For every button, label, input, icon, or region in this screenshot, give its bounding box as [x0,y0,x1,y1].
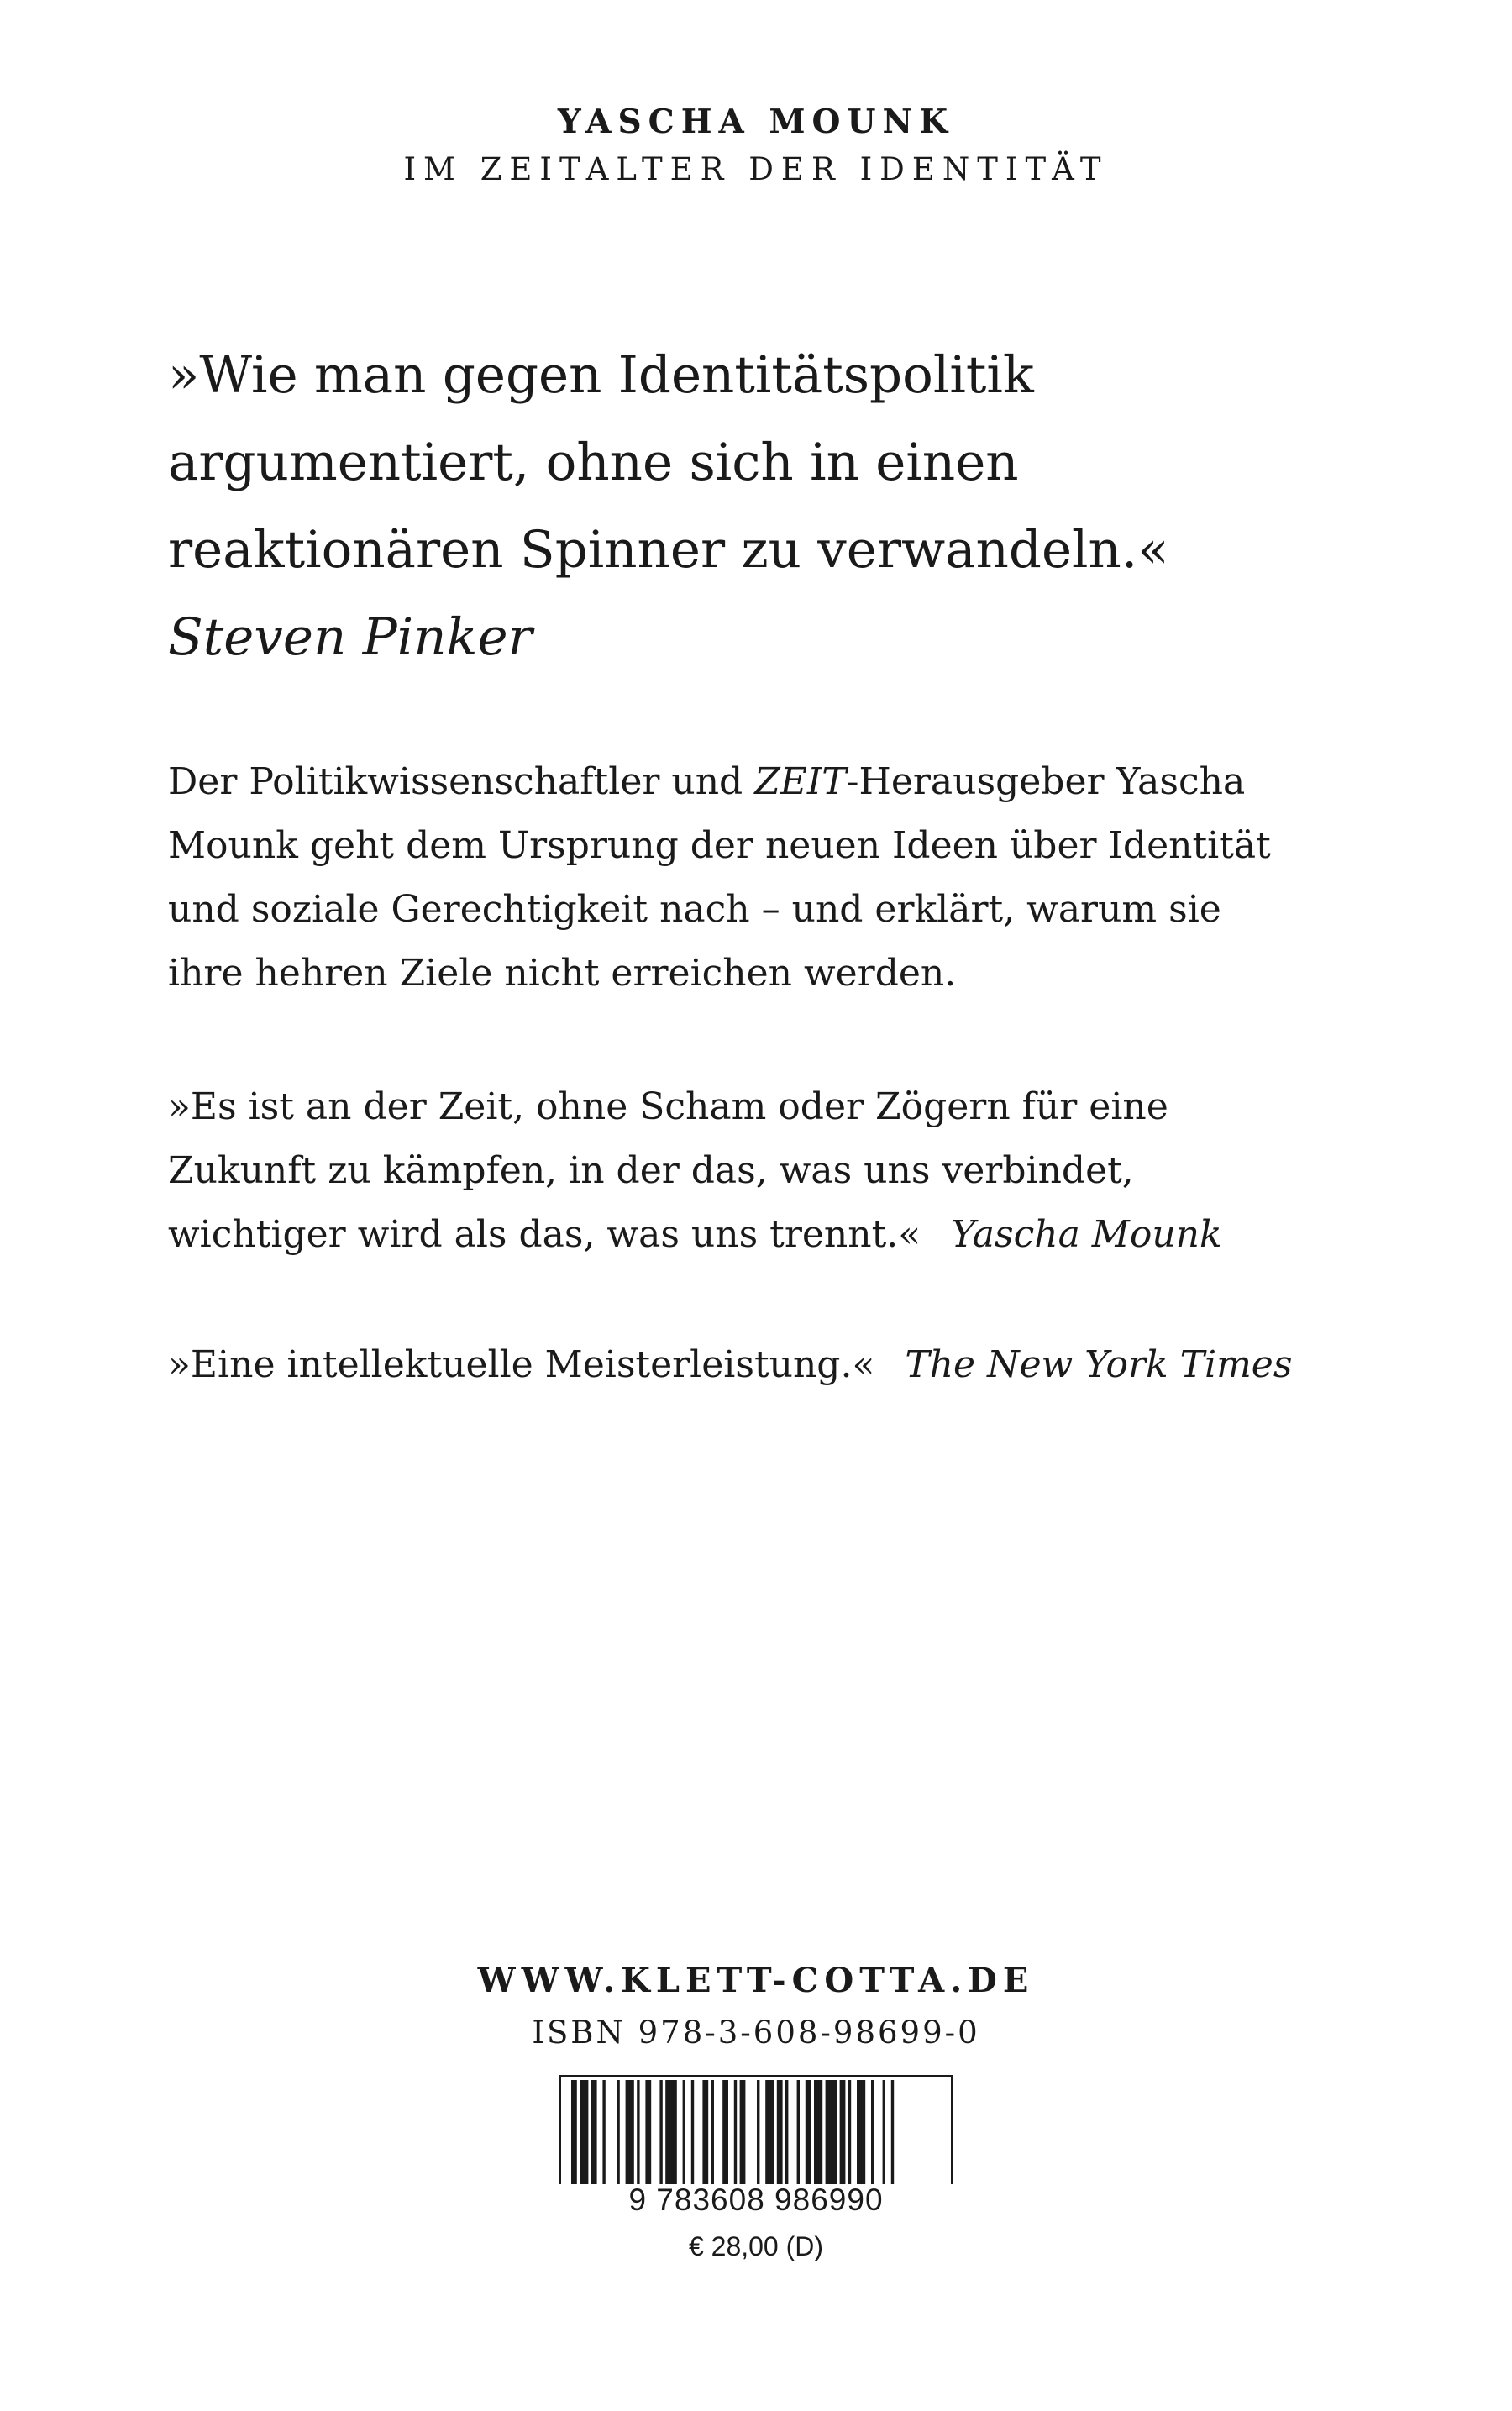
quote-attribution: Yascha Mounk [951,1213,1222,1256]
quote-line: »Wie man gegen Identitätspolitik [168,345,1034,405]
description-line: ihre hehren Ziele nicht erreichen werden. [168,952,957,995]
book-description [168,750,1386,1006]
quote-line: reaktionären Spinner zu verwandeln.« [168,520,1169,580]
pinker-quote [168,332,1386,681]
publisher-url: WWW.KLETT-COTTA.DE [477,1961,1035,2000]
quote-line: »Es ist an der Zeit, ohne Scham oder Zögern für eine [168,1085,1168,1128]
barcode [559,2075,953,2184]
isbn: ISBN 978-3-608-98699-0 [532,2014,980,2051]
description-line: Mounk geht dem Ursprung der neuen Ideen über Identität [168,824,1271,867]
quote-line: wichtiger wird als das, was uns trennt.« Yascha Mounk [168,1213,1222,1256]
quote-line: argumentiert, ohne sich in einen [168,433,1019,492]
description-line: Der Politikwissenschaftler und ZEIT-Herausgeber Yascha [168,760,1246,803]
price: € 28,00 (D) [688,2231,824,2261]
nyt-quote [168,1333,1386,1397]
quote-attribution: Steven Pinker [168,607,533,667]
barcode-digits: 9 783608 986990 [628,2183,884,2217]
description-line: und soziale Gerechtigkeit nach – und erklärt, warum sie [168,888,1221,931]
book-title: IM ZEITALTER DER IDENTITÄT [403,151,1109,187]
zeit-label: ZEIT [754,760,847,803]
quote-text: »Eine intellektuelle Meisterleistung.« [168,1343,875,1386]
quote-line: Zukunft zu kämpfen, in der das, was uns verbindet, [168,1149,1134,1192]
quote-attribution: The New York Times [905,1343,1293,1386]
mounk-quote [168,1075,1386,1267]
author-name: YASCHA MOUNK [557,102,955,141]
